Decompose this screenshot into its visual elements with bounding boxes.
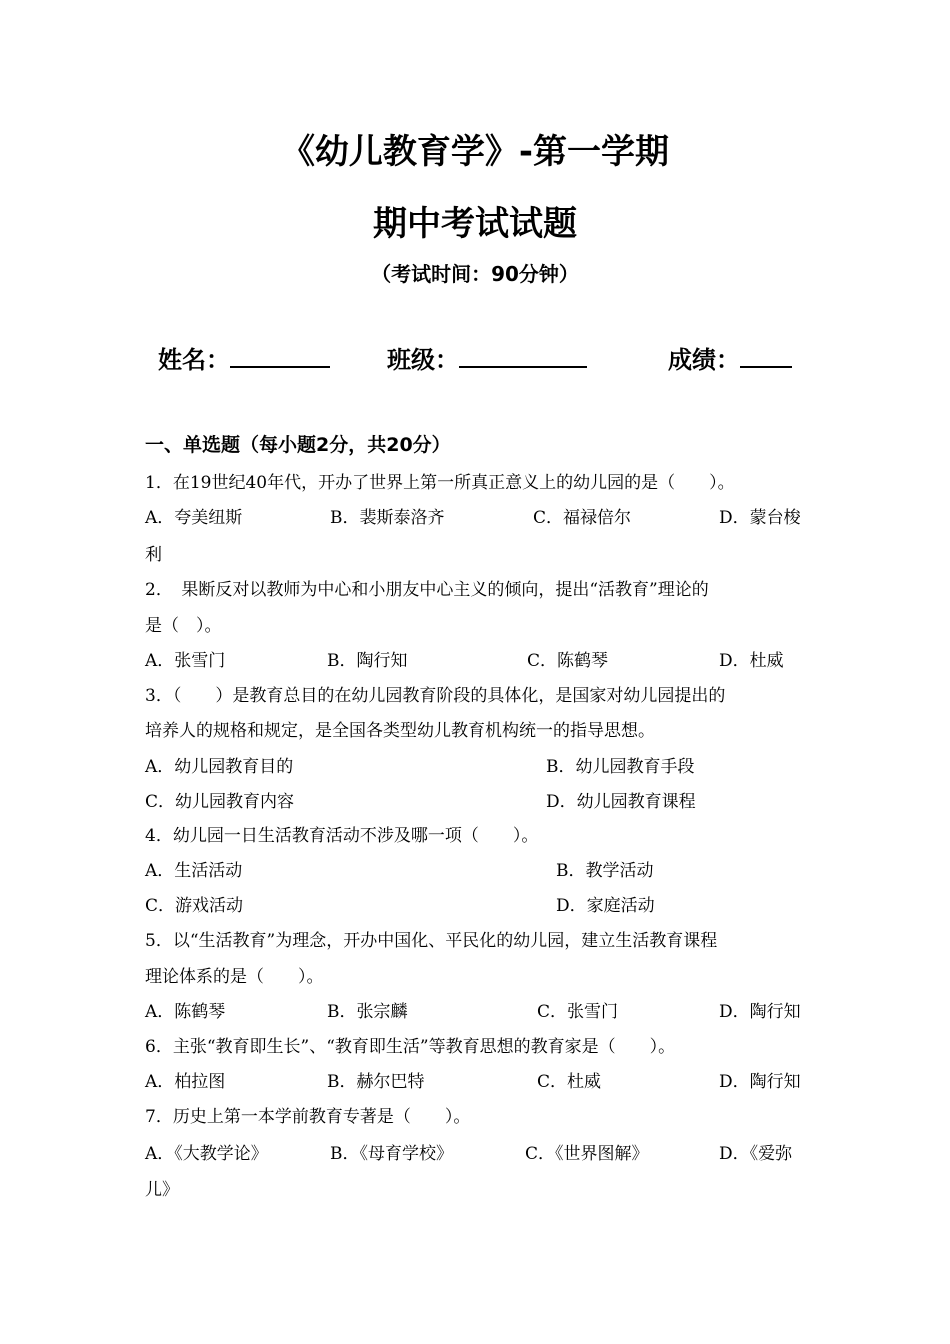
question-5-option-a: A．陈鹤琴 <box>145 1002 226 1022</box>
class-label: 班级： <box>387 346 459 374</box>
exam-time: （考试时间：90分钟） <box>371 262 579 286</box>
question-3-stem-line2: 培养人的规格和规定，是全国各类型幼儿教育机构统一的指导思想。 <box>145 721 655 741</box>
question-4-option-c: C．游戏活动 <box>145 896 244 916</box>
section-heading: 一、单选题（每小题2分，共20分） <box>145 434 451 456</box>
question-1-option-a: A．夸美纽斯 <box>145 508 243 528</box>
question-1-stem: 1．在19世纪40年代，开办了世界上第一所真正意义上的幼儿园的是（ ）。 <box>145 473 735 493</box>
question-7-option-b: B．《母育学校》 <box>330 1144 453 1164</box>
score-label: 成绩： <box>668 346 740 374</box>
question-2-option-c: C．陈鹤琴 <box>527 651 609 671</box>
question-7-option-a: A．《大教学论》 <box>145 1144 268 1164</box>
question-5-stem-line1: 5．以“生活教育”为理念，开办中国化、平民化的幼儿园，建立生活教育课程 <box>145 931 718 951</box>
question-7-wrap: 儿》 <box>145 1180 179 1200</box>
question-1-option-d: D．蒙台梭 <box>719 508 801 528</box>
class-field <box>387 340 587 375</box>
question-7-option-d: D．《爱弥 <box>719 1144 793 1164</box>
score-field <box>668 340 792 375</box>
question-1-option-b: B．裴斯泰洛齐 <box>330 508 445 528</box>
question-2-option-a: A．张雪门 <box>145 651 226 671</box>
question-5-stem-line2: 理论体系的是（ ）。 <box>145 967 324 987</box>
class-blank <box>459 346 587 368</box>
question-6-option-b: B．赫尔巴特 <box>327 1072 425 1092</box>
exam-title: 《幼儿教育学》-第一学期 <box>280 132 670 172</box>
question-2-stem-line2: 是（ ）。 <box>145 616 222 636</box>
question-7-option-c: C．《世界图解》 <box>525 1144 649 1164</box>
score-blank <box>740 346 792 368</box>
question-5-option-d: D．陶行知 <box>719 1002 801 1022</box>
question-3-stem-line1: 3．（ ）是教育总目的在幼儿园教育阶段的具体化，是国家对幼儿园提出的 <box>145 686 726 706</box>
question-6-option-d: D．陶行知 <box>719 1072 801 1092</box>
question-4-stem: 4．幼儿园一日生活教育活动不涉及哪一项（ ）。 <box>145 826 539 846</box>
question-4-option-a: A．生活活动 <box>145 861 243 881</box>
name-blank <box>230 346 330 368</box>
name-field <box>158 340 330 375</box>
question-6-option-a: A．柏拉图 <box>145 1072 226 1092</box>
question-4-option-d: D．家庭活动 <box>556 896 655 916</box>
question-6-stem: 6．主张“教育即生长”、“教育即生活”等教育思想的教育家是（ ）。 <box>145 1037 676 1057</box>
question-3-option-c: C．幼儿园教育内容 <box>145 792 295 812</box>
name-label: 姓名： <box>158 346 230 374</box>
question-2-stem-line1: 2． 果断反对以教师为中心和小朋友中心主义的倾向，提出“活教育”理论的 <box>145 580 709 600</box>
question-3-option-a: A．幼儿园教育目的 <box>145 757 294 777</box>
question-4-option-b: B．教学活动 <box>556 861 654 881</box>
question-5-option-c: C．张雪门 <box>537 1002 619 1022</box>
question-3-option-b: B．幼儿园教育手段 <box>546 757 695 777</box>
question-1-option-c: C．福禄倍尔 <box>533 508 632 528</box>
question-6-option-c: C．杜威 <box>537 1072 602 1092</box>
exam-subtitle: 期中考试试题 <box>373 204 577 244</box>
question-3-option-d: D．幼儿园教育课程 <box>546 792 696 812</box>
question-2-option-d: D．杜威 <box>719 651 784 671</box>
question-5-option-b: B．张宗麟 <box>327 1002 408 1022</box>
question-7-stem: 7．历史上第一本学前教育专著是（ ）。 <box>145 1107 471 1127</box>
question-1-wrap: 利 <box>145 545 162 565</box>
question-2-option-b: B．陶行知 <box>327 651 408 671</box>
